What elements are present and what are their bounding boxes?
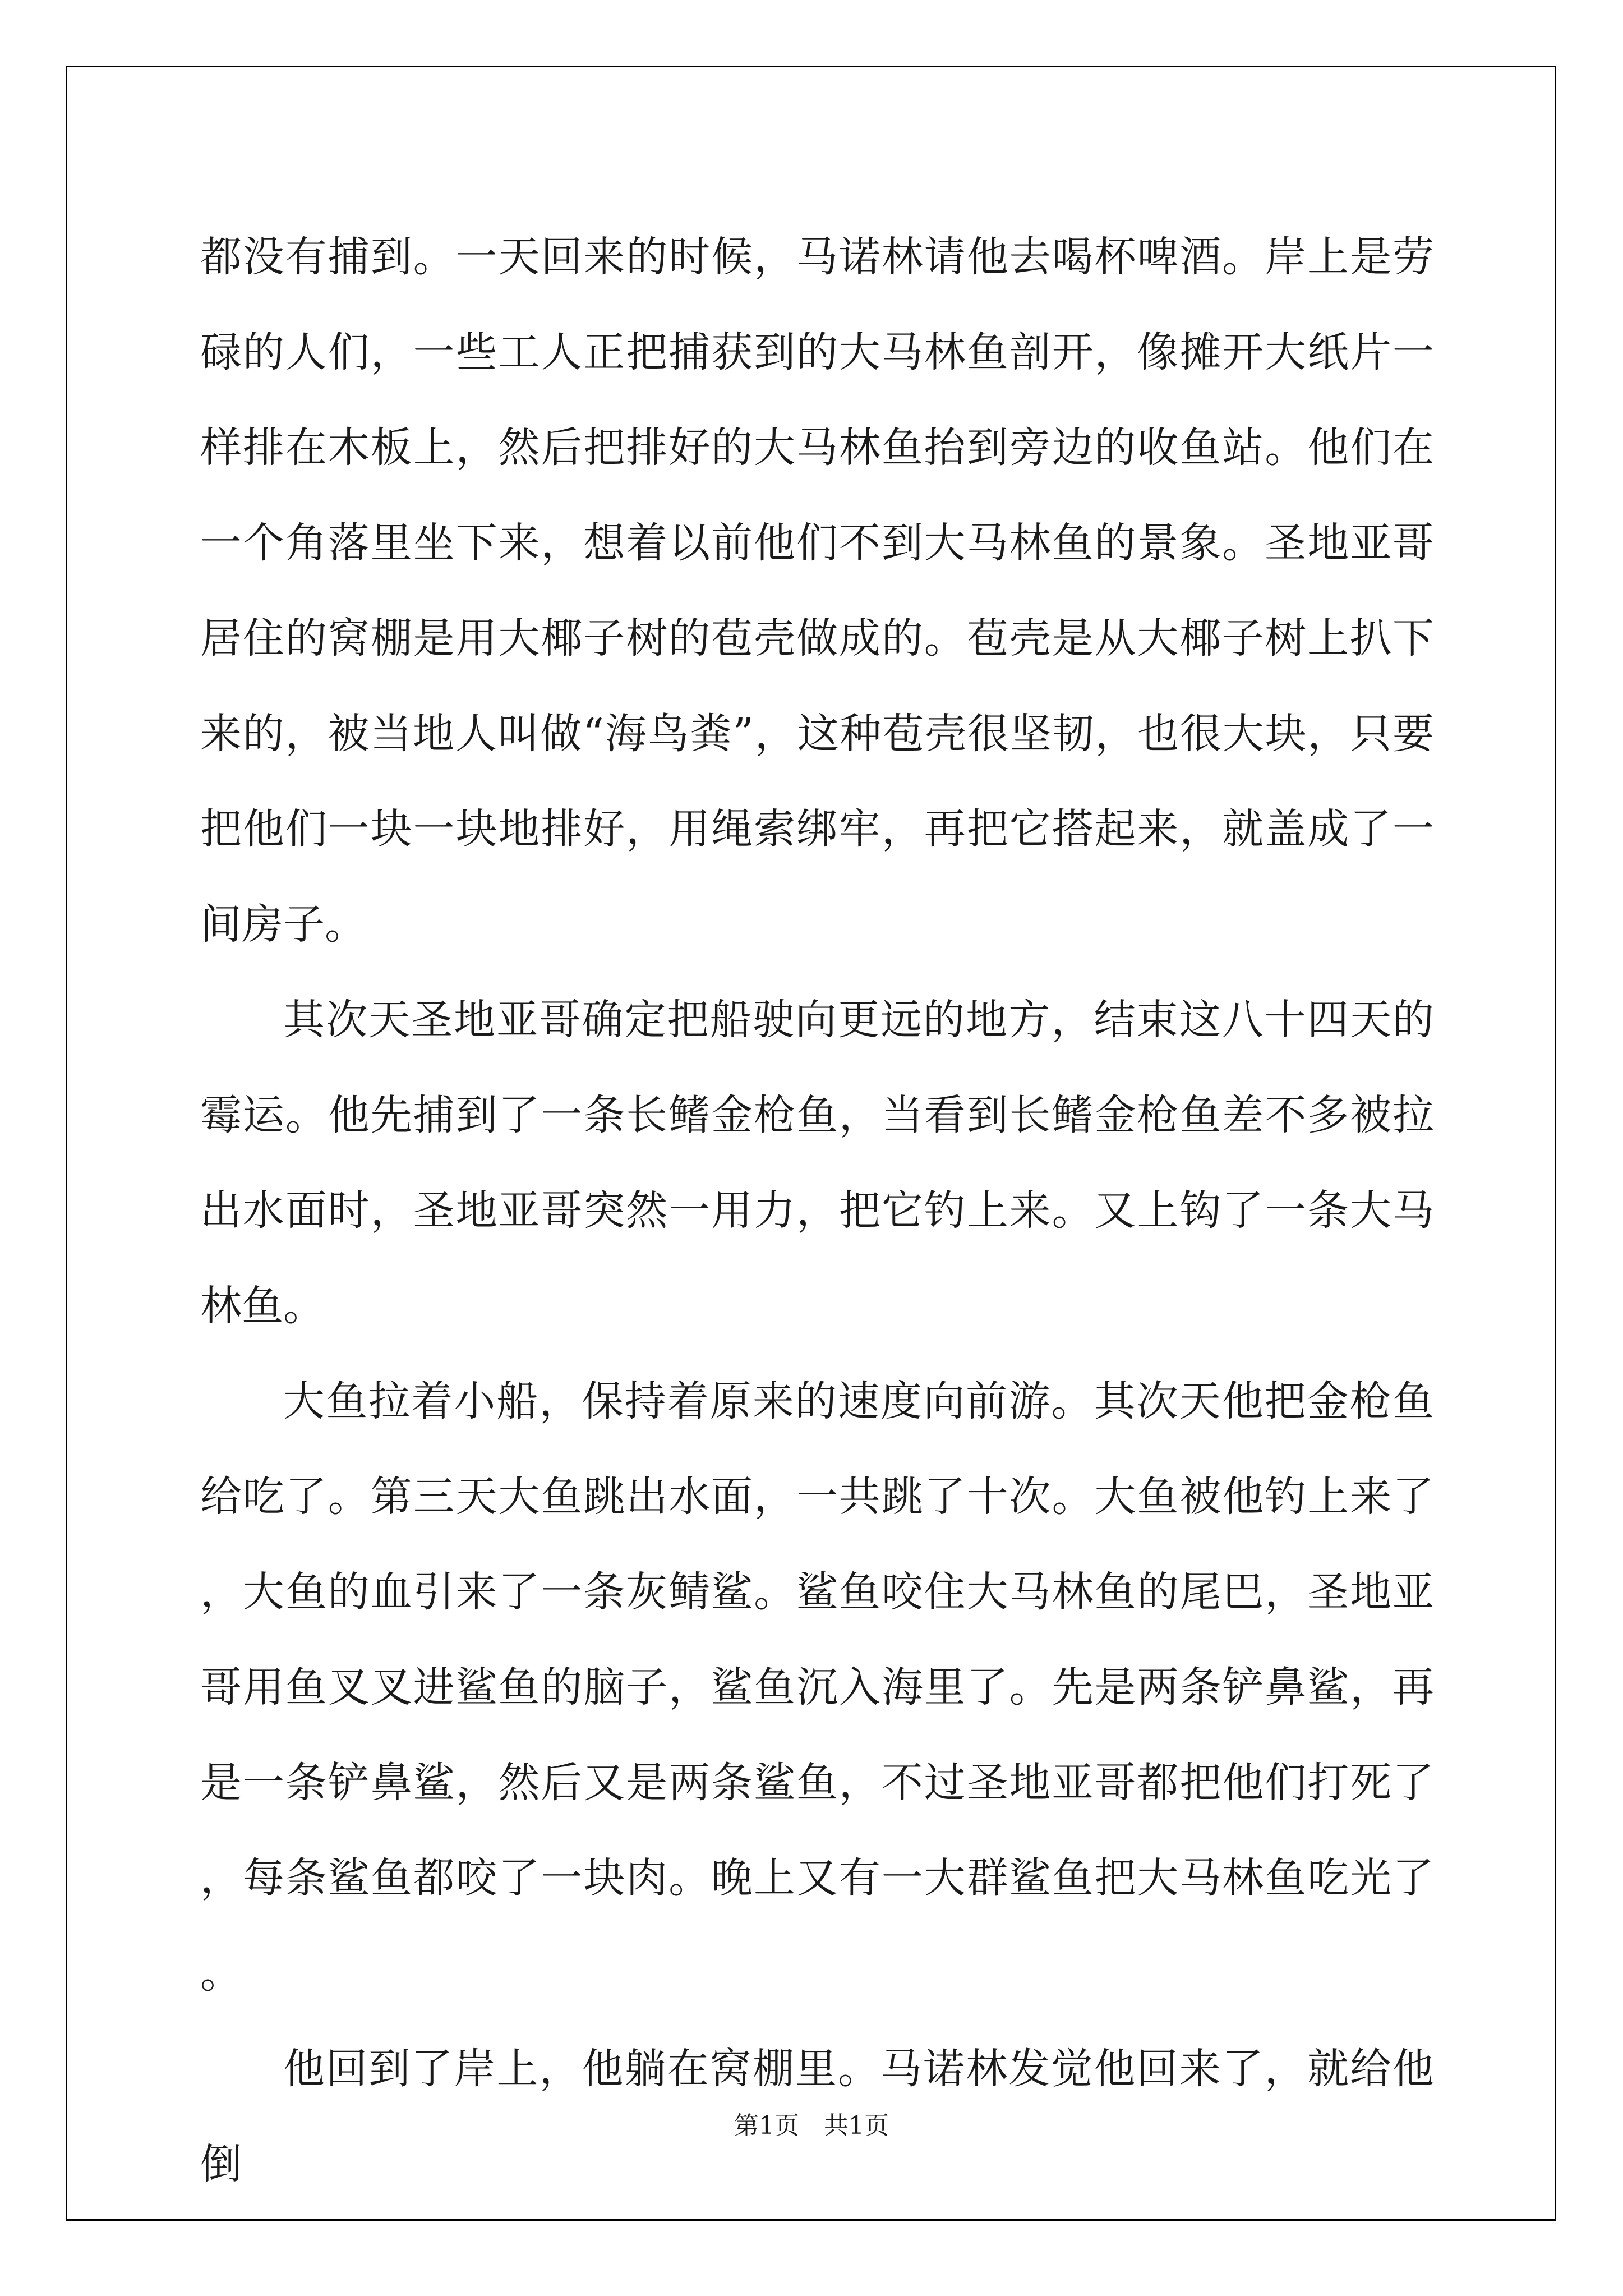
document-body bbox=[200, 209, 1434, 2212]
paragraph-2: 其次天圣地亚哥确定把船驶向更远的地方，结束这八十四天的霉运。他先捕到了一条长鳍金枪鱼，当看到长鳍金枪鱼差不多被拉出水面时，圣地亚哥突然一用力，把它钓上来。又上钩了一条大马林鱼。 bbox=[200, 996, 1434, 1330]
page-number-footer: 第1页 共1页 bbox=[734, 2111, 889, 2140]
paragraph-1: 都没有捕到。一天回来的时候，马诺林请他去喝杯啤酒。岸上是劳碌的人们，一些工人正把捕获到的大马林鱼剖开，像摊开大纸片一样排在木板上，然后把排好的大马林鱼抬到旁边的收鱼站。他们在一个角落里坐下来，想着以前他们不到大马林鱼的景象。圣地亚哥居住的窝棚是用大椰子树的苞壳做成的。苞壳是从大椰子树上扒下来的，被当地人叫做“海鸟粪”，这种苞壳很坚韧，也很大块，只要把他们一块一块地排好，用绳索绑牢，再把它搭起来，就盖成了一间房子。 bbox=[200, 233, 1434, 949]
paragraph-3: 大鱼拉着小船，保持着原来的速度向前游。其次天他把金枪鱼给吃了。第三天大鱼跳出水面，一共跳了十次。大鱼被他钓上来了，大鱼的血引来了一条灰鲭鲨。鲨鱼咬住大马林鱼的尾巴，圣地亚哥用鱼叉叉进鲨鱼的脑子，鲨鱼沉入海里了。先是两条铲鼻鲨，再是一条铲鼻鲨，然后又是两条鲨鱼，不过圣地亚哥都把他们打死了，每条鲨鱼都咬了一块肉。晚上又有一大群鲨鱼把大马林鱼吃光了。 bbox=[200, 1377, 1434, 1998]
paragraph-4: 他回到了岸上，他躺在窝棚里。马诺林发觉他回来了，就给他倒 bbox=[200, 2045, 1434, 2188]
